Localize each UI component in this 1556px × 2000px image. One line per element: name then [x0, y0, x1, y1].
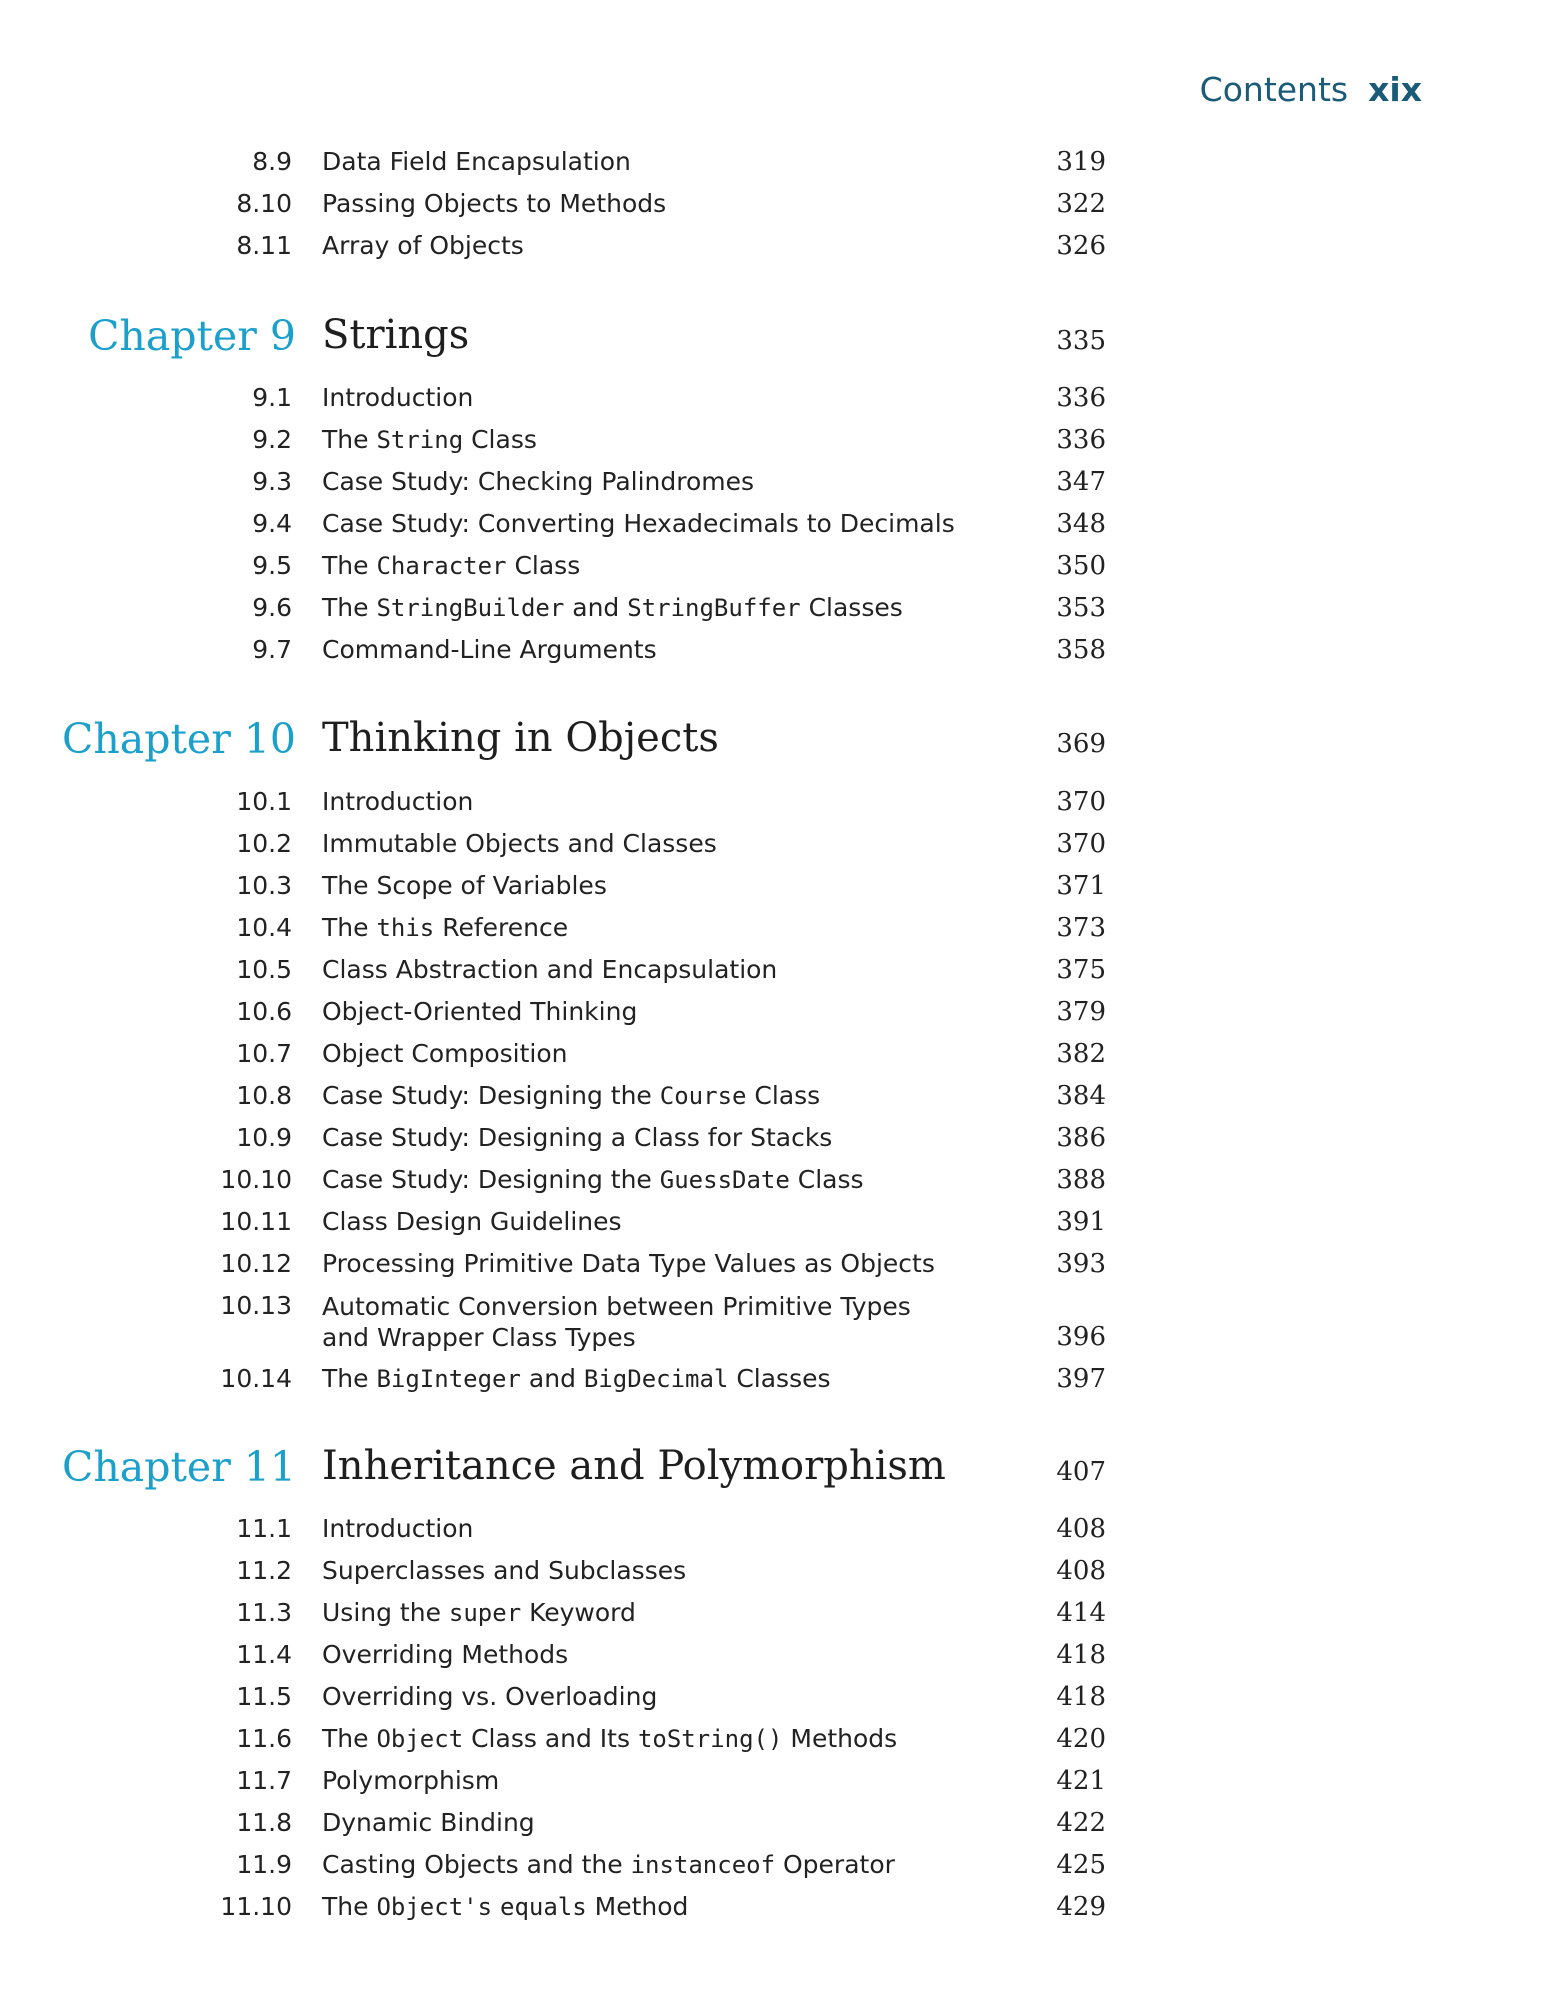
title-text: Case Study: Designing a Class for Stacks — [322, 1123, 833, 1152]
toc-section-row — [0, 231, 1556, 271]
section-title — [322, 1808, 535, 1837]
code-term: Object's — [376, 1893, 493, 1921]
section-number: 8.11 — [236, 231, 292, 260]
title-text: The — [322, 425, 377, 454]
toc-chapter-row — [0, 1443, 1556, 1491]
section-number: 11.4 — [236, 1640, 292, 1669]
header-page-number: xix — [1368, 70, 1422, 109]
section-number: 11.6 — [236, 1724, 292, 1753]
section-title — [322, 425, 537, 454]
toc-section-row — [0, 1766, 1556, 1806]
section-page-number: 396 — [1056, 1322, 1106, 1352]
section-number: 10.14 — [220, 1364, 292, 1393]
section-title — [322, 1364, 831, 1393]
toc-section-row — [0, 829, 1556, 869]
section-page-number: 429 — [1056, 1892, 1106, 1922]
section-page-number: 425 — [1056, 1850, 1106, 1880]
section-page-number: 370 — [1056, 787, 1106, 817]
section-title — [322, 1291, 942, 1353]
section-title — [322, 1892, 688, 1921]
section-number: 11.3 — [236, 1598, 292, 1627]
section-title — [322, 829, 717, 858]
section-page-number: 358 — [1056, 635, 1106, 665]
section-title — [322, 1682, 657, 1711]
title-text: Method — [586, 1892, 689, 1921]
section-page-number: 326 — [1056, 231, 1106, 261]
toc-section-row — [0, 189, 1556, 229]
toc-section-row — [0, 467, 1556, 507]
title-text: Case Study: Checking Palindromes — [322, 467, 755, 496]
section-number: 11.1 — [236, 1514, 292, 1543]
chapter-label: Chapter 10 — [61, 715, 296, 763]
chapter-page-number: 335 — [1056, 326, 1106, 356]
title-text: Superclasses and Subclasses — [322, 1556, 687, 1585]
toc-section-row — [0, 509, 1556, 549]
section-number: 9.3 — [252, 467, 292, 496]
title-text: Reference — [434, 913, 569, 942]
title-text: Keyword — [521, 1598, 636, 1627]
title-text: The — [322, 1364, 377, 1393]
section-number: 9.7 — [252, 635, 292, 664]
section-number: 10.1 — [236, 787, 292, 816]
code-term: toString() — [637, 1725, 783, 1753]
title-text: Class — [463, 425, 537, 454]
section-title-line: and Wrapper Class Types — [322, 1323, 636, 1352]
title-text: Case Study: Designing the — [322, 1165, 660, 1194]
section-page-number: 384 — [1056, 1081, 1106, 1111]
title-text: Case Study: Designing the — [322, 1081, 660, 1110]
chapter-label: Chapter 9 — [88, 312, 296, 360]
section-page-number: 373 — [1056, 913, 1106, 943]
title-text: Class and Its — [463, 1724, 638, 1753]
toc-section-row — [0, 1640, 1556, 1680]
toc-section-row — [0, 593, 1556, 633]
section-number: 11.5 — [236, 1682, 292, 1711]
toc-section-row — [0, 1039, 1556, 1079]
section-title — [322, 467, 754, 496]
title-text: Introduction — [322, 1514, 474, 1543]
title-text: Overriding vs. Overloading — [322, 1682, 658, 1711]
toc-section-row — [0, 551, 1556, 591]
section-page-number: 371 — [1056, 871, 1106, 901]
section-number: 9.1 — [252, 383, 292, 412]
section-page-number: 336 — [1056, 383, 1106, 413]
toc-section-row — [0, 1682, 1556, 1722]
title-text: Class — [789, 1165, 864, 1194]
section-number: 9.5 — [252, 551, 292, 580]
title-text: The — [322, 1892, 377, 1921]
title-text: The — [322, 551, 377, 580]
toc-section-row — [0, 1514, 1556, 1554]
section-page-number: 422 — [1056, 1808, 1106, 1838]
toc-chapter-row — [0, 715, 1556, 763]
section-title — [322, 1514, 473, 1543]
section-page-number: 408 — [1056, 1514, 1106, 1544]
section-number: 10.13 — [220, 1291, 292, 1320]
title-text: Polymorphism — [322, 1766, 500, 1795]
section-page-number: 408 — [1056, 1556, 1106, 1586]
section-number: 10.12 — [220, 1249, 292, 1278]
header-label: Contents — [1199, 70, 1349, 109]
section-title — [322, 787, 473, 816]
toc-section-row — [0, 1850, 1556, 1890]
section-title — [322, 1249, 935, 1278]
title-text: The Scope of Variables — [322, 871, 607, 900]
section-number: 11.7 — [236, 1766, 292, 1795]
toc-section-row — [0, 1123, 1556, 1163]
title-text: The — [322, 593, 377, 622]
section-title — [322, 997, 637, 1026]
section-number: 11.9 — [236, 1850, 292, 1879]
section-page-number: 393 — [1056, 1249, 1106, 1279]
toc-section-row — [0, 1207, 1556, 1247]
code-term: String — [376, 426, 464, 454]
section-number: 10.10 — [220, 1165, 292, 1194]
toc-section-row — [0, 1081, 1556, 1121]
title-text: Class — [746, 1081, 821, 1110]
section-number: 10.2 — [236, 829, 292, 858]
section-title — [322, 1081, 820, 1110]
section-number: 10.9 — [236, 1123, 292, 1152]
section-title — [322, 383, 473, 412]
toc-chapter-row — [0, 312, 1556, 360]
toc-section-row — [0, 383, 1556, 423]
title-text: Command-Line Arguments — [322, 635, 657, 664]
toc-section-row — [0, 1598, 1556, 1638]
title-text: Immutable Objects and Classes — [322, 829, 717, 858]
chapter-title: Strings — [322, 312, 470, 358]
section-title — [322, 1165, 864, 1194]
section-page-number: 379 — [1056, 997, 1106, 1027]
chapter-title: Thinking in Objects — [322, 715, 719, 761]
title-text: and — [564, 593, 628, 622]
title-text: Array of Objects — [322, 231, 524, 260]
title-text: and — [520, 1364, 584, 1393]
section-page-number: 375 — [1056, 955, 1106, 985]
title-text: Class Design Guidelines — [322, 1207, 622, 1236]
section-title — [322, 1556, 686, 1585]
code-term: BigDecimal — [583, 1365, 729, 1393]
running-header — [1200, 70, 1422, 109]
section-number: 9.2 — [252, 425, 292, 454]
toc-section-row — [0, 871, 1556, 911]
toc-section-row — [0, 1364, 1556, 1404]
section-number: 10.7 — [236, 1039, 292, 1068]
title-text: Passing Objects to Methods — [322, 189, 667, 218]
title-text: Overriding Methods — [322, 1640, 569, 1669]
section-title — [322, 1123, 832, 1152]
title-text: Object Composition — [322, 1039, 568, 1068]
section-title — [322, 1207, 622, 1236]
title-text: Using the — [322, 1598, 449, 1627]
code-term: super — [448, 1599, 522, 1627]
title-text: Processing Primitive Data Type Values as Objects — [322, 1249, 935, 1278]
section-title — [322, 1850, 895, 1879]
toc-section-row — [0, 147, 1556, 187]
section-page-number: 319 — [1056, 147, 1106, 177]
section-number: 11.8 — [236, 1808, 292, 1837]
section-title-line: Automatic Conversion between Primitive Types — [322, 1292, 911, 1321]
section-title — [322, 1039, 568, 1068]
code-term: Course — [659, 1082, 747, 1110]
section-number: 8.9 — [252, 147, 292, 176]
title-text: Case Study: Converting Hexadecimals to Decimals — [322, 509, 955, 538]
toc-section-row — [0, 913, 1556, 953]
toc-section-row — [0, 1291, 1556, 1352]
title-text: Casting Objects and the — [322, 1850, 631, 1879]
toc-section-row — [0, 1165, 1556, 1205]
section-title — [322, 635, 657, 664]
section-title — [322, 1598, 636, 1627]
title-text: Object-Oriented Thinking — [322, 997, 638, 1026]
section-title — [322, 913, 568, 942]
section-page-number: 420 — [1056, 1724, 1106, 1754]
code-term: StringBuffer — [627, 594, 801, 622]
toc-section-row — [0, 635, 1556, 675]
section-title — [322, 593, 903, 622]
section-page-number: 418 — [1056, 1640, 1106, 1670]
toc-section-row — [0, 425, 1556, 465]
section-page-number: 347 — [1056, 467, 1106, 497]
title-text: Introduction — [322, 383, 474, 412]
section-page-number: 397 — [1056, 1364, 1106, 1394]
code-term: instanceof — [630, 1851, 776, 1879]
toc-section-row — [0, 787, 1556, 827]
chapter-page-number: 369 — [1056, 729, 1106, 759]
section-title — [322, 189, 666, 218]
toc-section-row — [0, 997, 1556, 1037]
section-number: 10.5 — [236, 955, 292, 984]
section-number: 11.2 — [236, 1556, 292, 1585]
code-term: GuessDate — [659, 1166, 790, 1194]
section-page-number: 414 — [1056, 1598, 1106, 1628]
section-title — [322, 231, 524, 260]
section-page-number: 418 — [1056, 1682, 1106, 1712]
section-number: 11.10 — [220, 1892, 292, 1921]
toc-section-row — [0, 1556, 1556, 1596]
section-number: 10.11 — [220, 1207, 292, 1236]
section-title — [322, 147, 631, 176]
title-text: Data Field Encapsulation — [322, 147, 631, 176]
section-number: 10.8 — [236, 1081, 292, 1110]
section-title — [322, 509, 955, 538]
title-text: Introduction — [322, 787, 474, 816]
section-page-number: 388 — [1056, 1165, 1106, 1195]
section-page-number: 370 — [1056, 829, 1106, 859]
title-text: Dynamic Binding — [322, 1808, 535, 1837]
section-page-number: 348 — [1056, 509, 1106, 539]
toc-section-row — [0, 1724, 1556, 1764]
chapter-title: Inheritance and Polymorphism — [322, 1443, 946, 1489]
section-number: 8.10 — [236, 189, 292, 218]
toc-section-row — [0, 955, 1556, 995]
section-page-number: 322 — [1056, 189, 1106, 219]
section-page-number: 386 — [1056, 1123, 1106, 1153]
section-title — [322, 1640, 568, 1669]
section-number: 10.6 — [236, 997, 292, 1026]
toc-section-row — [0, 1249, 1556, 1289]
title-text: The — [322, 913, 377, 942]
code-term: BigInteger — [376, 1365, 521, 1393]
code-term: Object — [376, 1725, 464, 1753]
title-text: Class Abstraction and Encapsulation — [322, 955, 778, 984]
title-text: Methods — [782, 1724, 898, 1753]
code-term: this — [376, 914, 435, 942]
chapter-label: Chapter 11 — [61, 1443, 296, 1491]
title-text: Operator — [775, 1850, 895, 1879]
title-text: Classes — [800, 593, 903, 622]
title-text: The — [322, 1724, 377, 1753]
section-page-number: 421 — [1056, 1766, 1106, 1796]
section-title — [322, 1724, 897, 1753]
section-title — [322, 871, 607, 900]
section-number: 9.4 — [252, 509, 292, 538]
toc-section-row — [0, 1808, 1556, 1848]
title-text: Class — [506, 551, 581, 580]
section-title — [322, 955, 777, 984]
section-page-number: 336 — [1056, 425, 1106, 455]
section-page-number: 382 — [1056, 1039, 1106, 1069]
section-number: 9.6 — [252, 593, 292, 622]
section-page-number: 353 — [1056, 593, 1106, 623]
code-term: equals — [500, 1893, 587, 1921]
section-number: 10.3 — [236, 871, 292, 900]
title-text: Classes — [728, 1364, 831, 1393]
toc-section-row — [0, 1892, 1556, 1932]
title-text — [492, 1892, 500, 1921]
section-number: 10.4 — [236, 913, 292, 942]
section-page-number: 391 — [1056, 1207, 1106, 1237]
code-term: StringBuilder — [376, 594, 565, 622]
section-title — [322, 551, 580, 580]
chapter-page-number: 407 — [1056, 1457, 1106, 1487]
code-term: Character — [376, 552, 507, 580]
section-page-number: 350 — [1056, 551, 1106, 581]
section-title — [322, 1766, 499, 1795]
